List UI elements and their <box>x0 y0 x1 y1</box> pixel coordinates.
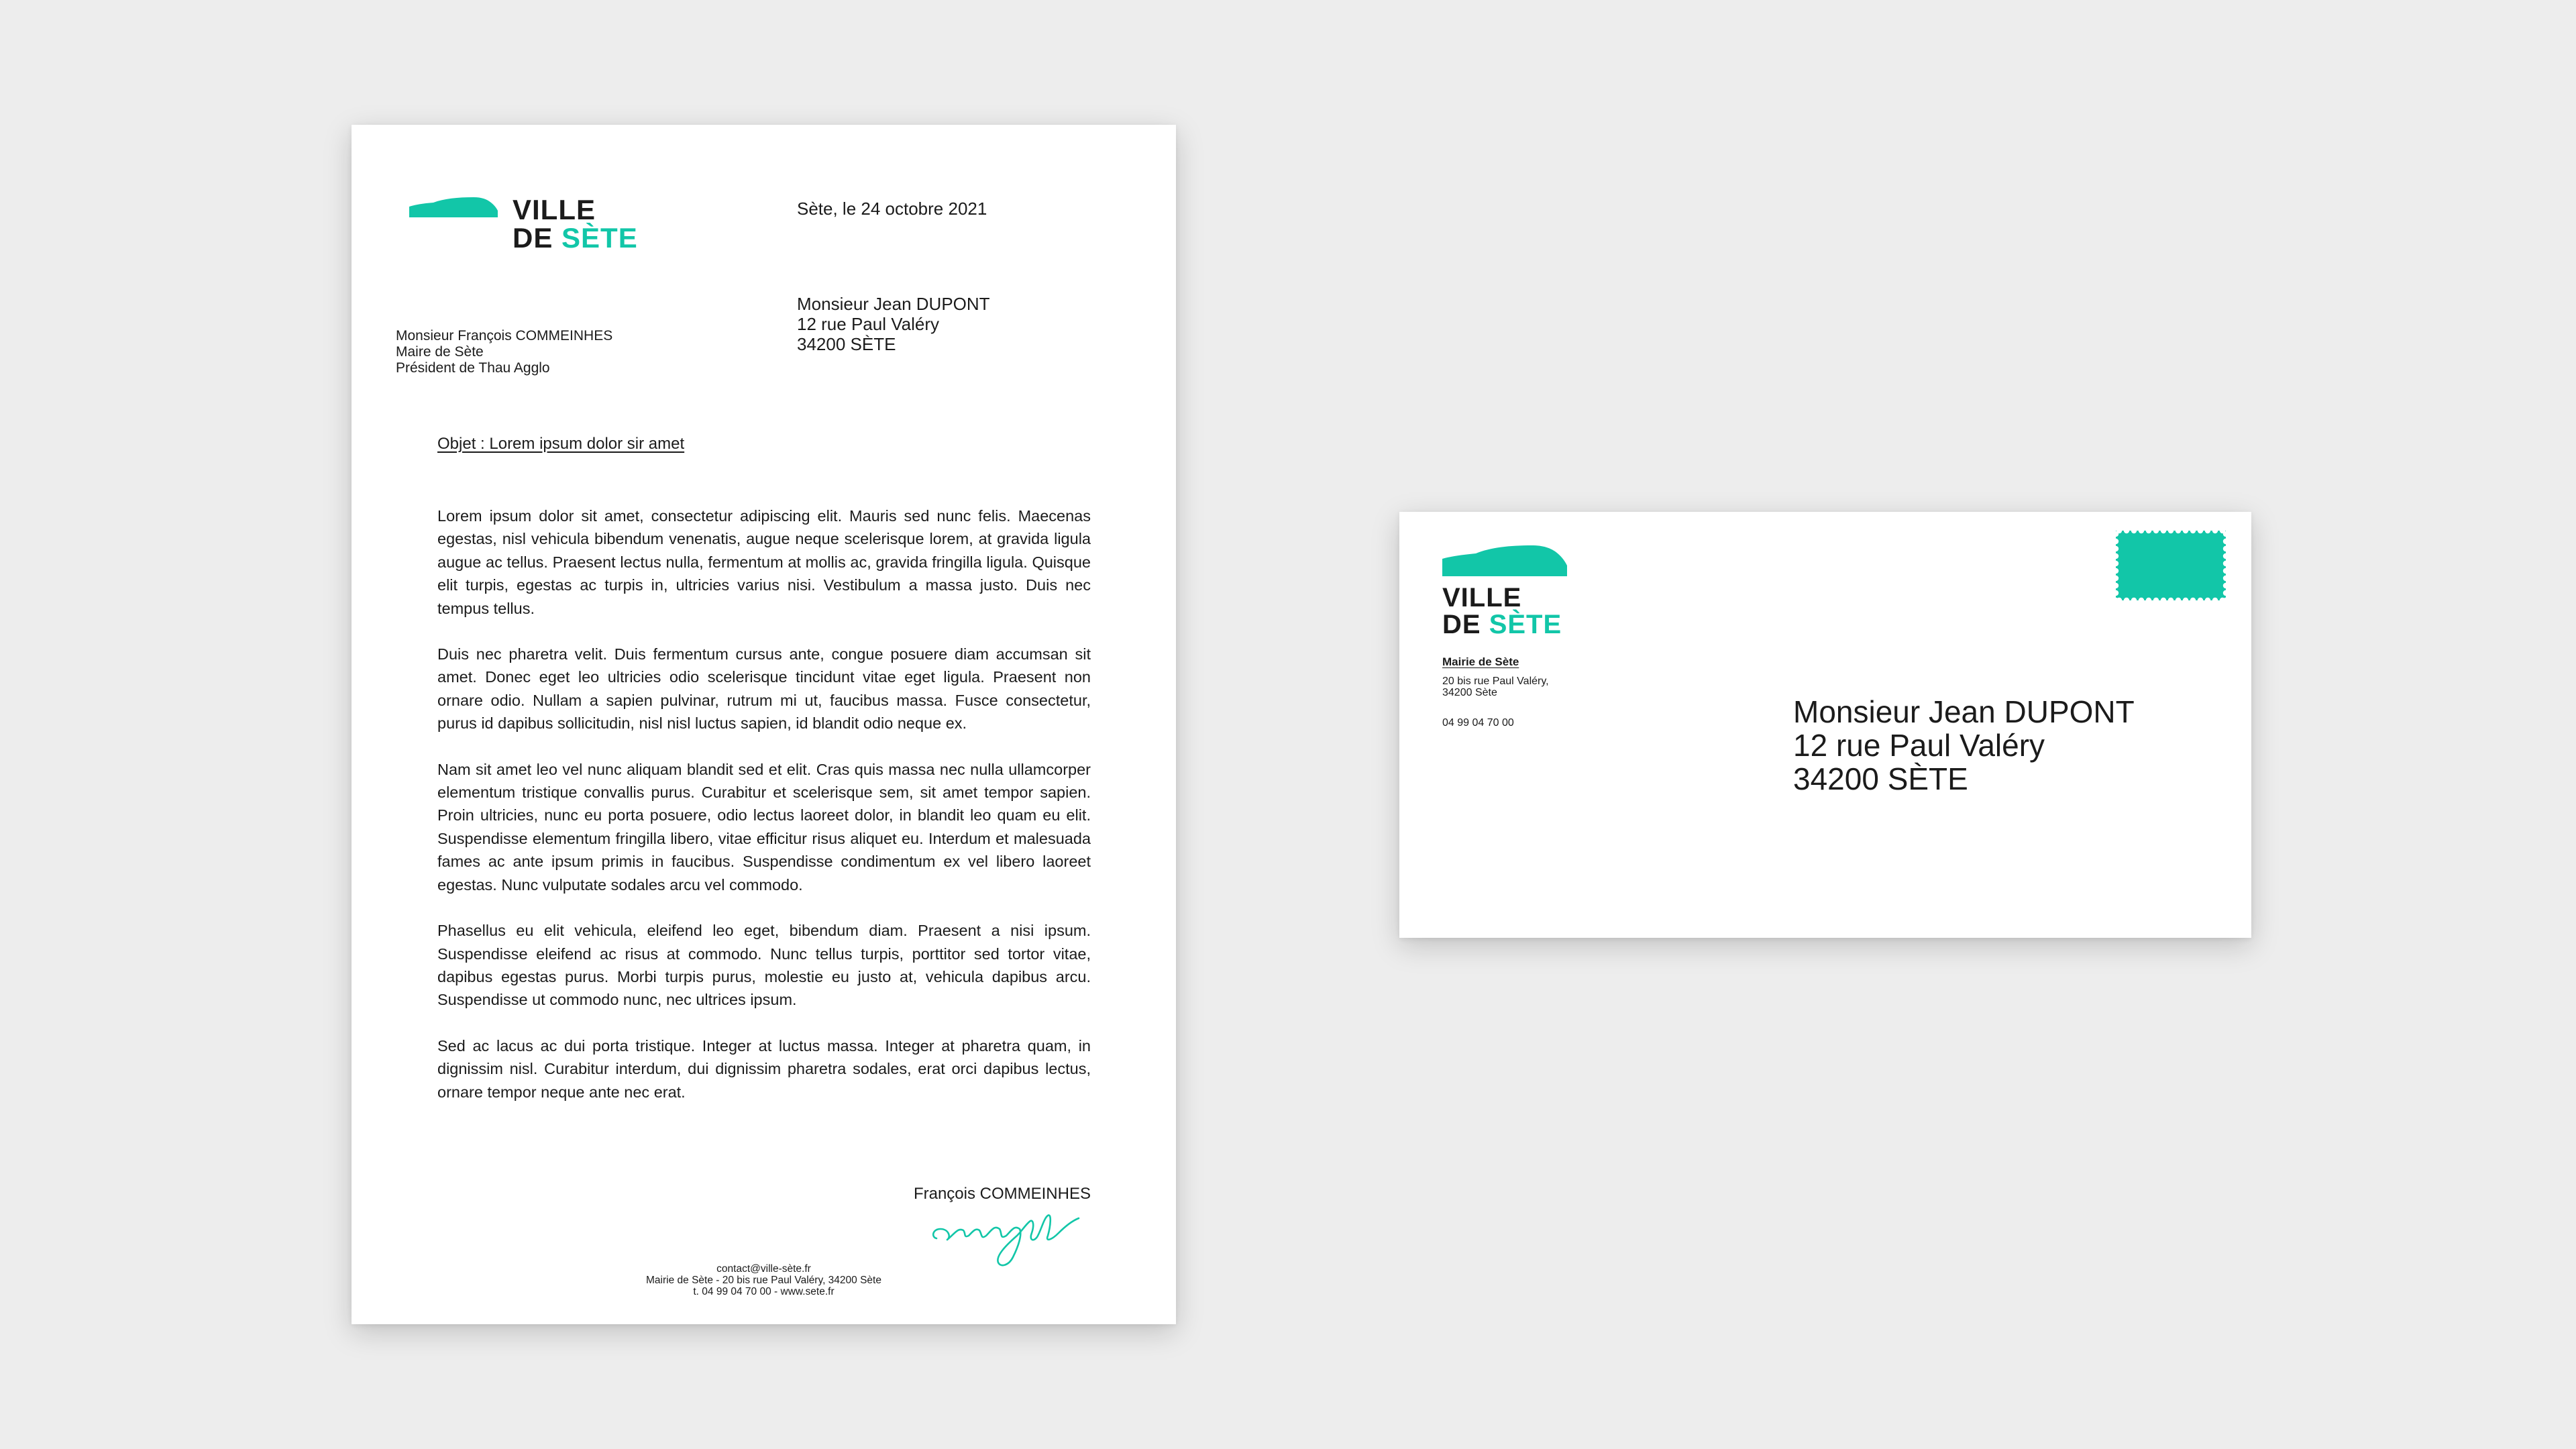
brand-line2-a: DE <box>1442 610 1489 639</box>
brand-line1: VILLE <box>1442 583 1522 612</box>
signature-name: François COMMEINHES <box>913 1185 1091 1203</box>
letter-page <box>352 125 1176 1324</box>
brand-line2-a: DE <box>513 222 562 254</box>
postage-stamp-icon <box>2116 531 2226 600</box>
footer-phone-web: t. 04 99 04 70 00 - www.sete.fr <box>693 1286 835 1297</box>
footer-address: Mairie de Sète - 20 bis rue Paul Valéry, 34200 Sète <box>646 1275 881 1286</box>
envelope-recipient-city: 34200 SÈTE <box>1793 761 1968 796</box>
envelope-recipient-name: Monsieur Jean DUPONT <box>1793 694 2135 729</box>
body-paragraph: Duis nec pharetra velit. Duis fermentum cursus ante, congue posuere diam accumsan sit amet. Donec eget leo ultricies odio scelerisque tincidunt vitae eget ligula. Praesent non ornare odio. Nullam a sapien pulvinar, rutrum mi ut, faucibus massa. Fusce consectetur, purus id dapibus sollicitudin, nisl nisl luctus sapien, id blandit odio neque ex. <box>437 645 1091 733</box>
letter-body <box>437 504 1091 1126</box>
letter-recipient-block <box>797 294 990 354</box>
envelope-sender-address <box>1442 676 1549 698</box>
brand-wordmark <box>1442 584 1562 638</box>
recipient-name: Monsieur Jean DUPONT <box>797 294 990 314</box>
handwritten-signature <box>928 1198 1089 1272</box>
body-paragraph: Sed ac lacus ac dui porta tristique. Integer at luctus massa. Integer at pharetra quam, in dignissim nisl. Curabitur interdum, dui dignissim pharetra sodales, erat orci dapibus lectus, ornare tempor neque ante nec erat. <box>437 1036 1091 1101</box>
footer-email: contact@ville-sète.fr <box>716 1263 811 1275</box>
letter-subject: Objet : Lorem ipsum dolor sir amet <box>437 435 685 453</box>
envelope <box>1399 512 2251 938</box>
brand-line2-b: SÈTE <box>561 222 638 254</box>
brand-line1: VILLE <box>513 194 596 225</box>
brand-wordmark <box>513 196 638 252</box>
body-paragraph: Lorem ipsum dolor sit amet, consectetur adipiscing elit. Mauris sed nunc felis. Maecenas egestas, nisl vehicula bibendum venenatis, augue neque scelerisque lorem, at gravida ligula augue ac tellus. Praesent lectus nulla, fermentum at mollis ac, gravida fringilla ligula. Quisque elit turpis, egestas ac turpis in, ultricies varius nisi. Vestibulum a massa justo. Duis nec tempus tellus. <box>437 507 1091 617</box>
body-paragraph: Phasellus eu elit vehicula, eleifend leo eget, bibendum diam. Praesent a nisi ipsum. Suspendisse eleifend ac risus at commodo. Nunc tellus turpis, porttitor sed tortor vitae, dapibus egestas purus. Morbi turpis purus, molestie eu justo at, vehicula dapibus arcu. Suspendisse ut commodo nunc, nec ultrices ipsum. <box>437 922 1091 1009</box>
recipient-city: 34200 SÈTE <box>797 334 896 354</box>
sender-name: Monsieur François COMMEINHES <box>396 328 613 343</box>
hill-logo-icon <box>1442 545 1567 576</box>
hill-logo-icon <box>409 197 498 217</box>
envelope-sender-street: 20 bis rue Paul Valéry, <box>1442 676 1549 687</box>
envelope-sender-phone: 04 99 04 70 00 <box>1442 717 1514 729</box>
envelope-sender-org: Mairie de Sète <box>1442 655 1519 668</box>
recipient-street: 12 rue Paul Valéry <box>797 314 939 334</box>
body-paragraph: Nam sit amet leo vel nunc aliquam blandit sed et elit. Cras quis massa nec nulla ullamcorper elementum tristique convallis purus. Curabitur et scelerisque sem, sit amet tempor sapien. Proin ultricies, nunc eu porta posuere, odio lectus laoreet dolor, in blandit leo quam eu elit. Suspendisse elementum fringilla libero, vitae efficitur risus aliquet eu. Interdum et malesuada fames ac ante ipsum primis in faucibus. Suspendisse condimentum ex vel libero laoreet egestas. Nunc vulputate sodales arcu vel commodo. <box>437 760 1091 894</box>
brand-line2-b: SÈTE <box>1489 610 1562 639</box>
sender-title-2: Président de Thau Agglo <box>396 360 550 376</box>
envelope-recipient-block <box>1793 695 2135 796</box>
letter-sender-block <box>396 328 612 376</box>
envelope-sender-city: 34200 Sète <box>1442 687 1497 698</box>
envelope-recipient-street: 12 rue Paul Valéry <box>1793 728 2045 763</box>
letter-date: Sète, le 24 octobre 2021 <box>797 199 987 219</box>
sender-title: Maire de Sète <box>396 344 484 360</box>
letter-footer <box>352 1263 1176 1297</box>
